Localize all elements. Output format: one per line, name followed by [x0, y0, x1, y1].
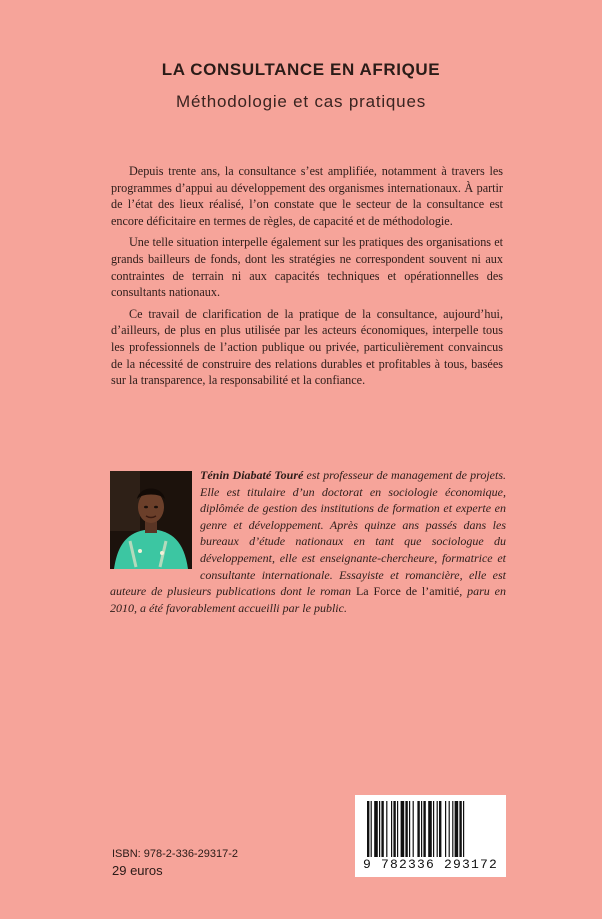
barcode-bar — [405, 801, 407, 857]
book-title: LA CONSULTANCE EN AFRIQUE — [161, 60, 441, 79]
barcode-bars — [365, 801, 496, 857]
isbn: ISBN: 978-2-336-29317-2 — [112, 848, 238, 860]
barcode-bar — [417, 801, 419, 857]
barcode-bar — [423, 801, 425, 857]
barcode-bar — [409, 801, 410, 857]
barcode — [355, 795, 506, 877]
barcode-bar — [371, 801, 372, 857]
price: 29 euros — [112, 863, 163, 878]
barcode-bar — [459, 801, 461, 857]
barcode-bar — [463, 801, 464, 857]
barcode-bar — [381, 801, 383, 857]
barcode-bar — [433, 801, 434, 857]
author-name: Ténin Diabaté Touré — [200, 468, 304, 482]
author-bio-text: est professeur de management de projets. Elle est titulaire d’un doctorat en sociologie économique, diplômée de gestion des institutions de formation et experte en genre et développement. Après quinze ans passés dans les bureaux d’étude nationaux en tant que sociologue du développement, elle est enseignante-chercheure, formatrice et consultante internationale. Essayiste et romancière, elle est auteure de plusieurs publications dont le roman — [110, 468, 506, 599]
summary-paragraph: Depuis trente ans, la consultance s’est amplifiée, notamment à travers les programmes d’appui au développement des organismes internationaux. À partir de l’état des lieux réalisé, l’on constate que le secteur de la consultance est encore déficitaire en termes de règles, de capacité et de méthodologie. — [111, 164, 503, 228]
barcode-bar — [455, 801, 459, 857]
barcode-bar — [367, 801, 369, 857]
barcode-bar — [379, 801, 380, 857]
barcode-bar — [452, 801, 453, 857]
barcode-bar — [428, 801, 432, 857]
book-subtitle: Méthodologie et cas pratiques — [175, 92, 426, 111]
summary-paragraph: Ce travail de clarification de la pratique de la consultance, aujourd’hui, d’ailleurs, de plus en plus utilisée par les acteurs économiques, interpelle tous les professionnels de l’action publique ou privée, particulièrement convaincus de la nécessité de construire des relations durables et profitables à tous, basées sur la transparence, la responsabilité et la confiance. — [111, 306, 503, 388]
barcode-bar — [397, 801, 398, 857]
barcode-number: 9 782336 293172 — [362, 857, 499, 872]
barcode-bar — [391, 801, 392, 857]
barcode-bar — [374, 801, 378, 857]
barcode-bar — [449, 801, 450, 857]
summary-text — [111, 163, 503, 394]
barcode-bar — [421, 801, 422, 857]
barcode-bar — [413, 801, 414, 857]
barcode-bar — [437, 801, 438, 857]
book-reference: La Force de l’amitié — [355, 584, 460, 599]
author-bio-text-end: , paru en 2010, a été favorablement accueilli par le public. — [110, 584, 506, 615]
author-photo — [110, 471, 192, 569]
barcode-bar — [445, 801, 446, 857]
barcode-bar — [439, 801, 441, 857]
barcode-bar — [386, 801, 387, 857]
barcode-bar — [393, 801, 395, 857]
summary-paragraph: Une telle situation interpelle également sur les pratiques des organisations et grands bailleurs de fonds, dont les stratégies ne correspondent souvent ni aux contraintes de terrain ni aux capacités techniques et opérationnelles des consultants nationaux. — [111, 235, 503, 300]
barcode-bar — [401, 801, 405, 857]
